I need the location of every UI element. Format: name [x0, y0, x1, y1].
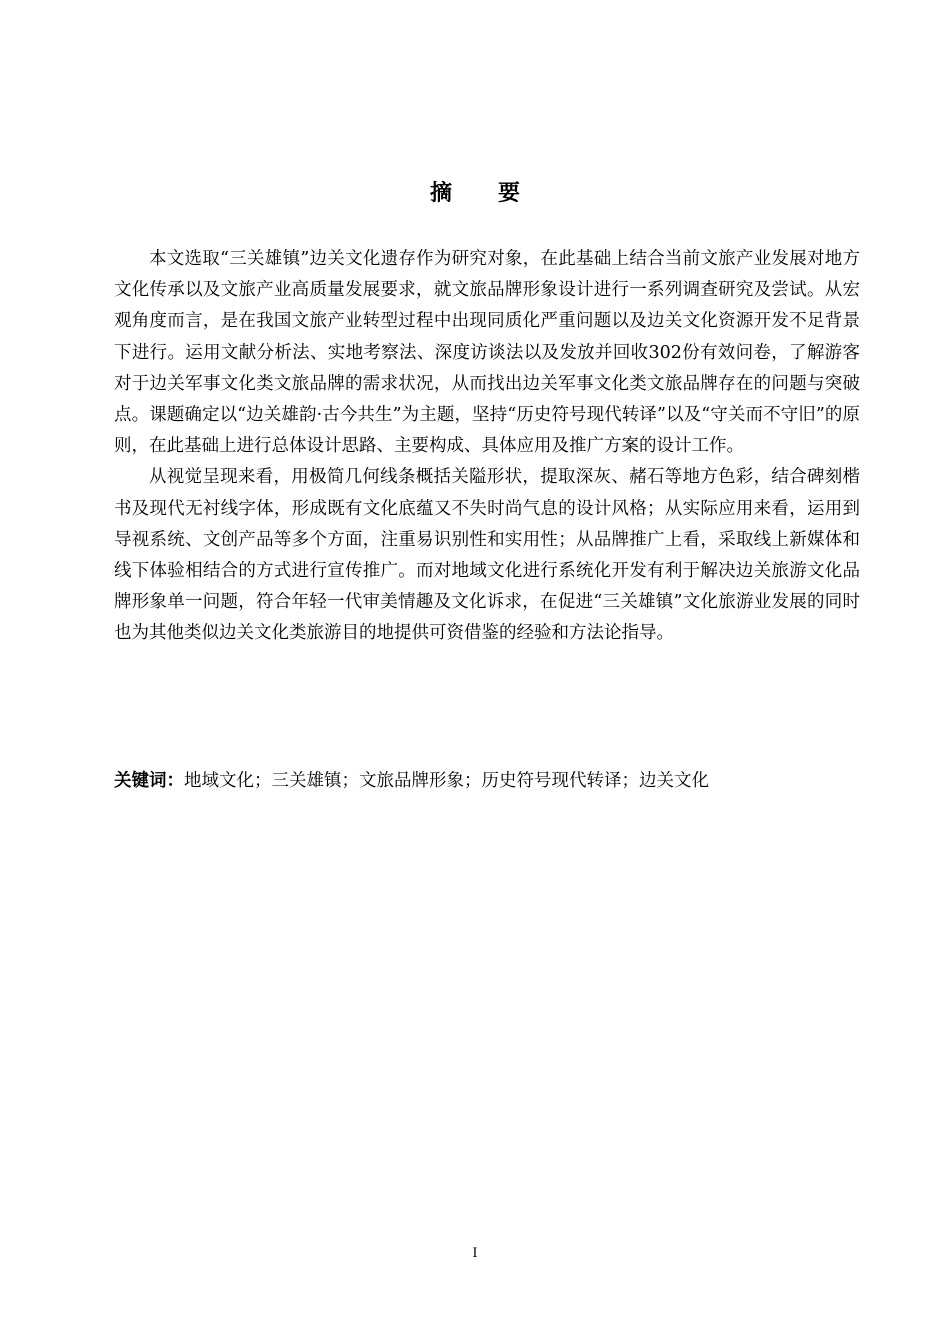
keywords-label: 关键词：	[114, 771, 184, 791]
page-title	[0, 178, 950, 210]
keywords-text: 地域文化；三关雄镇；文旅品牌形象；历史符号现代转译；边关文化	[184, 771, 709, 791]
title-char-1: 摘	[429, 181, 452, 206]
abstract-body	[114, 244, 860, 650]
abstract-paragraph-1: 本文选取“三关雄镇”边关文化遗存作为研究对象，在此基础上结合当前文旅产业发展对地方文化传承以及文旅产业高质量发展要求，就文旅品牌形象设计进行一系列调查研究及尝试。从宏观角度而言，是在我国文旅产业转型过程中出现同质化严重问题以及边关文化资源开发不足背景下进行。运用文献分析法、实地考察法、深度访谈法以及发放并回收302份有效问卷，了解游客对于边关军事文化类文旅品牌的需求状况，从而找出边关军事文化类文旅品牌存在的问题与突破点。课题确定以“边关雄韵·古今共生”为主题，坚持“历史符号现代转译”以及“守关而不守旧”的原则，在此基础上进行总体设计思路、主要构成、具体应用及推广方案的设计工作。	[114, 249, 860, 457]
keywords-line	[114, 766, 860, 796]
title-char-2: 要	[498, 181, 521, 206]
page-number: I	[472, 1246, 478, 1261]
abstract-paragraph-2: 从视觉呈现来看，用极简几何线条概括关隘形状，提取深灰、赭石等地方色彩，结合碑刻楷书及现代无衬线字体，形成既有文化底蕴又不失时尚气息的设计风格；从实际应用来看，运用到导视系统、文创产品等多个方面，注重易识别性和实用性；从品牌推广上看，采取线上新媒体和线下体验相结合的方式进行宣传推广。而对地域文化进行系统化开发有利于解决边关旅游文化品牌形象单一问题，符合年轻一代审美情趣及文化诉求，在促进“三关雄镇”文化旅游业发展的同时也为其他类似边关文化类旅游目的地提供可资借鉴的经验和方法论指导。	[114, 467, 860, 644]
